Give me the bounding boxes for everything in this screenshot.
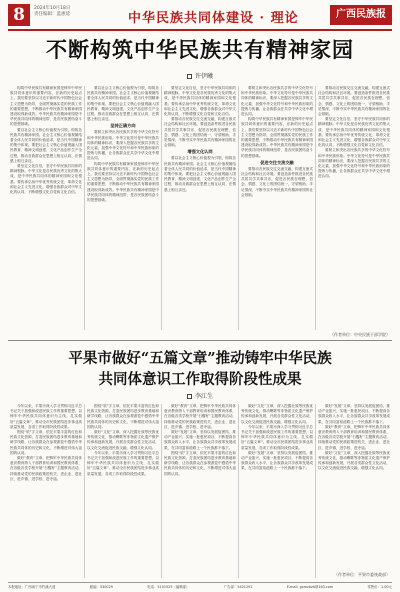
column-rule xyxy=(161,404,162,578)
article2-paragraph: 做好“文化”文章，深入挖掘壮族等民族优秀传统文化，推动嘹歌等非物质文化遗产保护传承和创新发展，开展各类群众性文化活动，以文化交流促进民族交融，增强文化认同。 xyxy=(318,450,390,471)
article1-byline xyxy=(0,71,400,80)
article1-column-1 xyxy=(10,86,82,330)
article2-paragraph: 围绕“旅”字文章，依托平果丰富的红色和民族文化资源，打造民族团结进步教育基地和研学线路，让各族群众在参观游览中感悟中华民族共同体的历史和文化，不断增进对伟大祖国的认同。 xyxy=(10,430,82,455)
article2-headline-line2: 共同体意识工作取得阶段性成果 xyxy=(98,371,302,388)
article2-paragraph: 做好“教育”文章，把铸牢中华民族共同体意识教育纳入干部教育培训和国民教育体系，在各级各类学校开展“石榴籽”主题教育活动，持续推动党的民族政策进机关、进企业、进社区、进乡镇、进学校、进寺庙。 xyxy=(164,404,236,429)
article2-byline xyxy=(0,391,400,400)
footer-phone-editorial: 电话：5101525（编辑部） xyxy=(147,585,190,589)
byline-box-icon xyxy=(187,74,192,79)
column-rule xyxy=(161,86,162,330)
article2-paragraph: 今年以来，平果市深入学习贯彻习近平总书记关于加强和改进民族工作的重要思想，以铸牢中华民族共同体意识为主线，扎实做好“五篇文章”，推动全市民族团结进步事业高质量发展，各项工作取得阶段性成果。 xyxy=(10,404,82,429)
article2-author: 李江生 xyxy=(194,393,213,400)
article2-paragraph: 做好“教育”文章，把铸牢中华民族共同体意识教育纳入干部教育培训和国民教育体系，在各级各类学校开展“石榴籽”主题教育活动，持续推动党的民族政策进机关、进企业、进社区、进乡镇、进学校、进寺庙。 xyxy=(318,424,390,450)
article2-column-2 xyxy=(87,404,159,578)
article2-paragraph: 做好“文化”文章，深入挖掘壮族等民族优秀传统文化，推动嘹歌等非物质文化遗产保护传承和创新发展，开展各类群众性文化活动，以文化交流促进民族交融，增强文化认同。 xyxy=(241,404,313,424)
column-rule xyxy=(315,86,316,330)
article2-paragraph: 做好“发展”文章，坚持以发展促团结，推动产业振兴，实施一批惠民项目，不断提高各族群众收入水平，让各族群众共享改革发展成果，在共同富裕道路上一个民族都不落下。 xyxy=(164,430,236,450)
article1-paragraph: 要坚定文化自信，坚守中华民族共同体的精神根脉。中华文化是各民族优秀文化的集大成，是中华民族共同体的精神家园和文化根基。要传承弘扬中华优秀传统文化、革命文化和社会主义先进文化，增强各族群众对中华文化的认同，不断增强文化自觉和文化自信。 xyxy=(318,117,390,148)
article2-column-5 xyxy=(318,404,390,570)
column-rule xyxy=(84,404,85,578)
footer-email: E-mail: gxmzbzb@163.com xyxy=(286,584,334,589)
article1-paragraph: 要树立和突出各民族共享的中华文化符号和中华民族形象。中华文化符号是中华民族共同体的精神标识，要深入挖掘各民族共享的文化元素，加强中华文化符号和中华民族形象的提炼与传播，让各族群众在共享中华文化中增进认同。 xyxy=(318,148,390,179)
article2-paragraph: 做好“教育”文章，把铸牢中华民族共同体意识教育纳入干部教育培训和国民教育体系，在各级各类学校开展“石榴籽”主题教育活动，持续推动党的民族政策进机关、进企业、进社区、进乡镇、进学校、进寺庙。 xyxy=(10,456,82,481)
article1-paragraph: 要以社会主义核心价值观为引领，构筑各民族共有精神家园。社会主义核心价值观凝结着全体人民共同的价值追求，是当代中国精神的集中体现。要把社会主义核心价值观融入国民教育、精神文明创建、文化产品创作生产全过程，推动各族群众在思想上相互认同、在情感上相互亲近。 xyxy=(10,127,82,163)
article2-paragraph: 做好“发展”文章，坚持以发展促团结，推动产业振兴，实施一批惠民项目，不断提高各族群众收入水平，让各族群众共享改革发展成果，在共同富裕道路上一个民族都不落下。 xyxy=(241,450,313,471)
footer-phone-ad: 广告部：5421291 xyxy=(223,585,253,589)
article2-paragraph: 今年以来，平果市深入学习贯彻习近平总书记关于加强和改进民族工作的重要思想，以铸牢中华民族共同体意识为主线，扎实做好“五篇文章”，推动全市民族团结进步事业高质量发展，各项工作取得阶段性成果。 xyxy=(87,450,159,476)
article2-paragraph: 今年以来，平果市深入学习贯彻习近平总书记关于加强和改进民族工作的重要思想，以铸牢中华民族共同体意识为主线，扎实做好“五篇文章”，推动全市民族团结进步事业高质量发展，各项工作取得阶段性成果。 xyxy=(241,424,313,450)
article1-author: 许伊曦 xyxy=(194,73,213,80)
article1-paragraph: 构筑中华民族共有精神家园是铸牢中华民族共同体意识的重要内容，在新的历史起点上，我们要坚持以习近平新时代中国特色社会主义思想为指导，全面贯彻落实党的民族工作的重要思想，不断推动中华民族共有精神家园建设取得新成效。中华民族共有精神家园是中华民族共同体的精神纽带，是各民族团结奋斗的思想基础。 xyxy=(241,117,313,158)
footer-zip: 邮编：530029 xyxy=(89,585,113,589)
issue-date: 2024年10月18日 xyxy=(34,6,71,11)
date-line xyxy=(34,6,70,18)
article1-column-4 xyxy=(241,86,313,330)
article1-paragraph: 要以社会主义核心价值观为引领，构筑各民族共有精神家园。社会主义核心价值观凝结着全体人民共同的价值追求，是当代中国精神的集中体现。要把社会主义核心价值观融入国民教育、精神文明创建、文化产品创作生产全过程，推动各族群众在思想上相互认同、在情感上相互亲近。 xyxy=(164,156,236,192)
article1-paragraph: 构筑中华民族共有精神家园是铸牢中华民族共同体意识的重要内容，在新的历史起点上，我们要坚持以习近平新时代中国特色社会主义思想为指导，全面贯彻落实党的民族工作的重要思想，不断推动中华民族共有精神家园建设取得新成效。中华民族共有精神家园是中华民族共同体的精神纽带，是各民族团结奋斗的思想基础。 xyxy=(10,86,82,127)
article2-paragraph: 围绕“旅”字文章，依托平果丰富的红色和民族文化资源，打造民族团结进步教育基地和研学线路，让各族群众在参观游览中感悟中华民族共同体的历史和文化，不断增进对伟大祖国的认同。 xyxy=(164,450,236,476)
article2-headline-line1: 平果市做好“五篇文章”推动铸牢中华民族 xyxy=(68,350,332,367)
column-rule xyxy=(238,86,239,330)
editor-credit: 责任编辑：蓝惠延 xyxy=(34,12,70,17)
article1-subhead: 促进交往交流交融 xyxy=(260,159,294,165)
article2-column-1 xyxy=(10,404,82,578)
page-footer xyxy=(8,582,392,590)
paper-name-logo: 广西民族报 xyxy=(330,5,392,25)
footer-address: 本报地址：广西南宁市竹溪大道 xyxy=(8,585,56,589)
byline-box-icon xyxy=(187,394,192,399)
article2-signoff: （作者单位：平果市委统战部） xyxy=(334,572,390,577)
article1-column-3 xyxy=(164,86,236,330)
footer-price: 零售价：1.00元 xyxy=(367,585,392,589)
masthead-rule xyxy=(8,29,392,31)
article1-paragraph: 要推动各民族交往交流交融，构建互嵌式社会结构和社区环境。要创造条件推进各民族共居共学共事共乐，促进各民族在理想、信念、情感、文化上的团结统一，守望相助、手足情深，不断夯实中华民族共有精神家园的社会基础。 xyxy=(318,86,390,117)
page-number: 8 xyxy=(8,4,30,26)
article2-paragraph: 围绕“旅”字文章，依托平果丰富的红色和民族文化资源，打造民族团结进步教育基地和研学线路，让各族群众在参观游览中感悟中华民族共同体的历史和文化，不断增进对伟大祖国的认同。 xyxy=(87,404,159,429)
article1-paragraph: 构筑中华民族共有精神家园是铸牢中华民族共同体意识的重要内容，在新的历史起点上，我们要坚持以习近平新时代中国特色社会主义思想为指导，全面贯彻落实党的民族工作的重要思想，不断推动中华民族共有精神家园建设取得新成效。中华民族共有精神家园是中华民族共同体的精神纽带，是各民族团结奋斗的思想基础。 xyxy=(87,161,159,203)
column-rule xyxy=(238,404,239,578)
article2-column-3 xyxy=(164,404,236,578)
article1-paragraph: 要以社会主义核心价值观为引领，构筑各民族共有精神家园。社会主义核心价值观凝结着全体人民共同的价值追求，是当代中国精神的集中体现。要把社会主义核心价值观融入国民教育、精神文明创建、文化产品创作生产全过程，推动各族群众在思想上相互认同、在情感上相互亲近。 xyxy=(87,86,159,122)
article1-paragraph: 要树立和突出各民族共享的中华文化符号和中华民族形象。中华文化符号是中华民族共同体的精神标识，要深入挖掘各民族共享的文化元素，加强中华文化符号和中华民族形象的提炼与传播，让各族群众在共享中华文化中增进认同。 xyxy=(87,130,159,161)
article1-column-2 xyxy=(87,86,159,330)
masthead xyxy=(8,4,392,30)
section-title: 中华民族共同体建设 · 理论 xyxy=(128,11,299,26)
article1-headline: 不断构筑中华民族共有精神家园 xyxy=(46,38,354,62)
article1-paragraph: 要坚定文化自信，坚守中华民族共同体的精神根脉。中华文化是各民族优秀文化的集大成，是中华民族共同体的精神家园和文化根基。要传承弘扬中华优秀传统文化、革命文化和社会主义先进文化，增强各族群众对中华文化的认同，不断增强文化自觉和文化自信。 xyxy=(164,86,236,117)
article1-column-5 xyxy=(318,86,390,330)
column-rule xyxy=(84,86,85,330)
article1-paragraph: 要树立和突出各民族共享的中华文化符号和中华民族形象。中华文化符号是中华民族共同体的精神标识，要深入挖掘各民族共享的文化元素，加强中华文化符号和中华民族形象的提炼与传播，让各族群众在共享中华文化中增进认同。 xyxy=(241,86,313,117)
article1-signoff: （作者单位：中央民族干部学院） xyxy=(330,332,390,337)
article2-column-4 xyxy=(241,404,313,578)
article2-paragraph: 做好“发展”文章，坚持以发展促团结，推动产业振兴，实施一批惠民项目，不断提高各族群众收入水平，让各族群众共享改革发展成果，在共同富裕道路上一个民族都不落下。 xyxy=(318,404,390,424)
article1-paragraph: 要坚定文化自信，坚守中华民族共同体的精神根脉。中华文化是各民族优秀文化的集大成，是中华民族共同体的精神家园和文化根基。要传承弘扬中华优秀传统文化、革命文化和社会主义先进文化，增强各族群众对中华文化的认同，不断增强文化自觉和文化自信。 xyxy=(10,164,82,195)
column-rule xyxy=(315,404,316,578)
article1-subhead: 坚持正确方向 xyxy=(110,123,136,129)
article-divider xyxy=(8,340,392,341)
article1-paragraph: 要推动各民族交往交流交融，构建互嵌式社会结构和社区环境。要创造条件推进各民族共居共学共事共乐，促进各民族在理想、信念、情感、文化上的团结统一，守望相助、手足情深，不断夯实中华民族共有精神家园的社会基础。 xyxy=(241,166,313,197)
article2-paragraph: 做好“文化”文章，深入挖掘壮族等民族优秀传统文化，推动嘹歌等非物质文化遗产保护传承和创新发展，开展各类群众性文化活动，以文化交流促进民族交融，增强文化认同。 xyxy=(87,430,159,450)
article1-paragraph: 要推动各民族交往交流交融，构建互嵌式社会结构和社区环境。要创造条件推进各民族共居共学共事共乐，促进各民族在理想、信念、情感、文化上的团结统一，守望相助、手足情深，不断夯实中华民族共有精神家园的社会基础。 xyxy=(164,117,236,148)
article1-subhead: 增强文化认同 xyxy=(187,149,213,155)
